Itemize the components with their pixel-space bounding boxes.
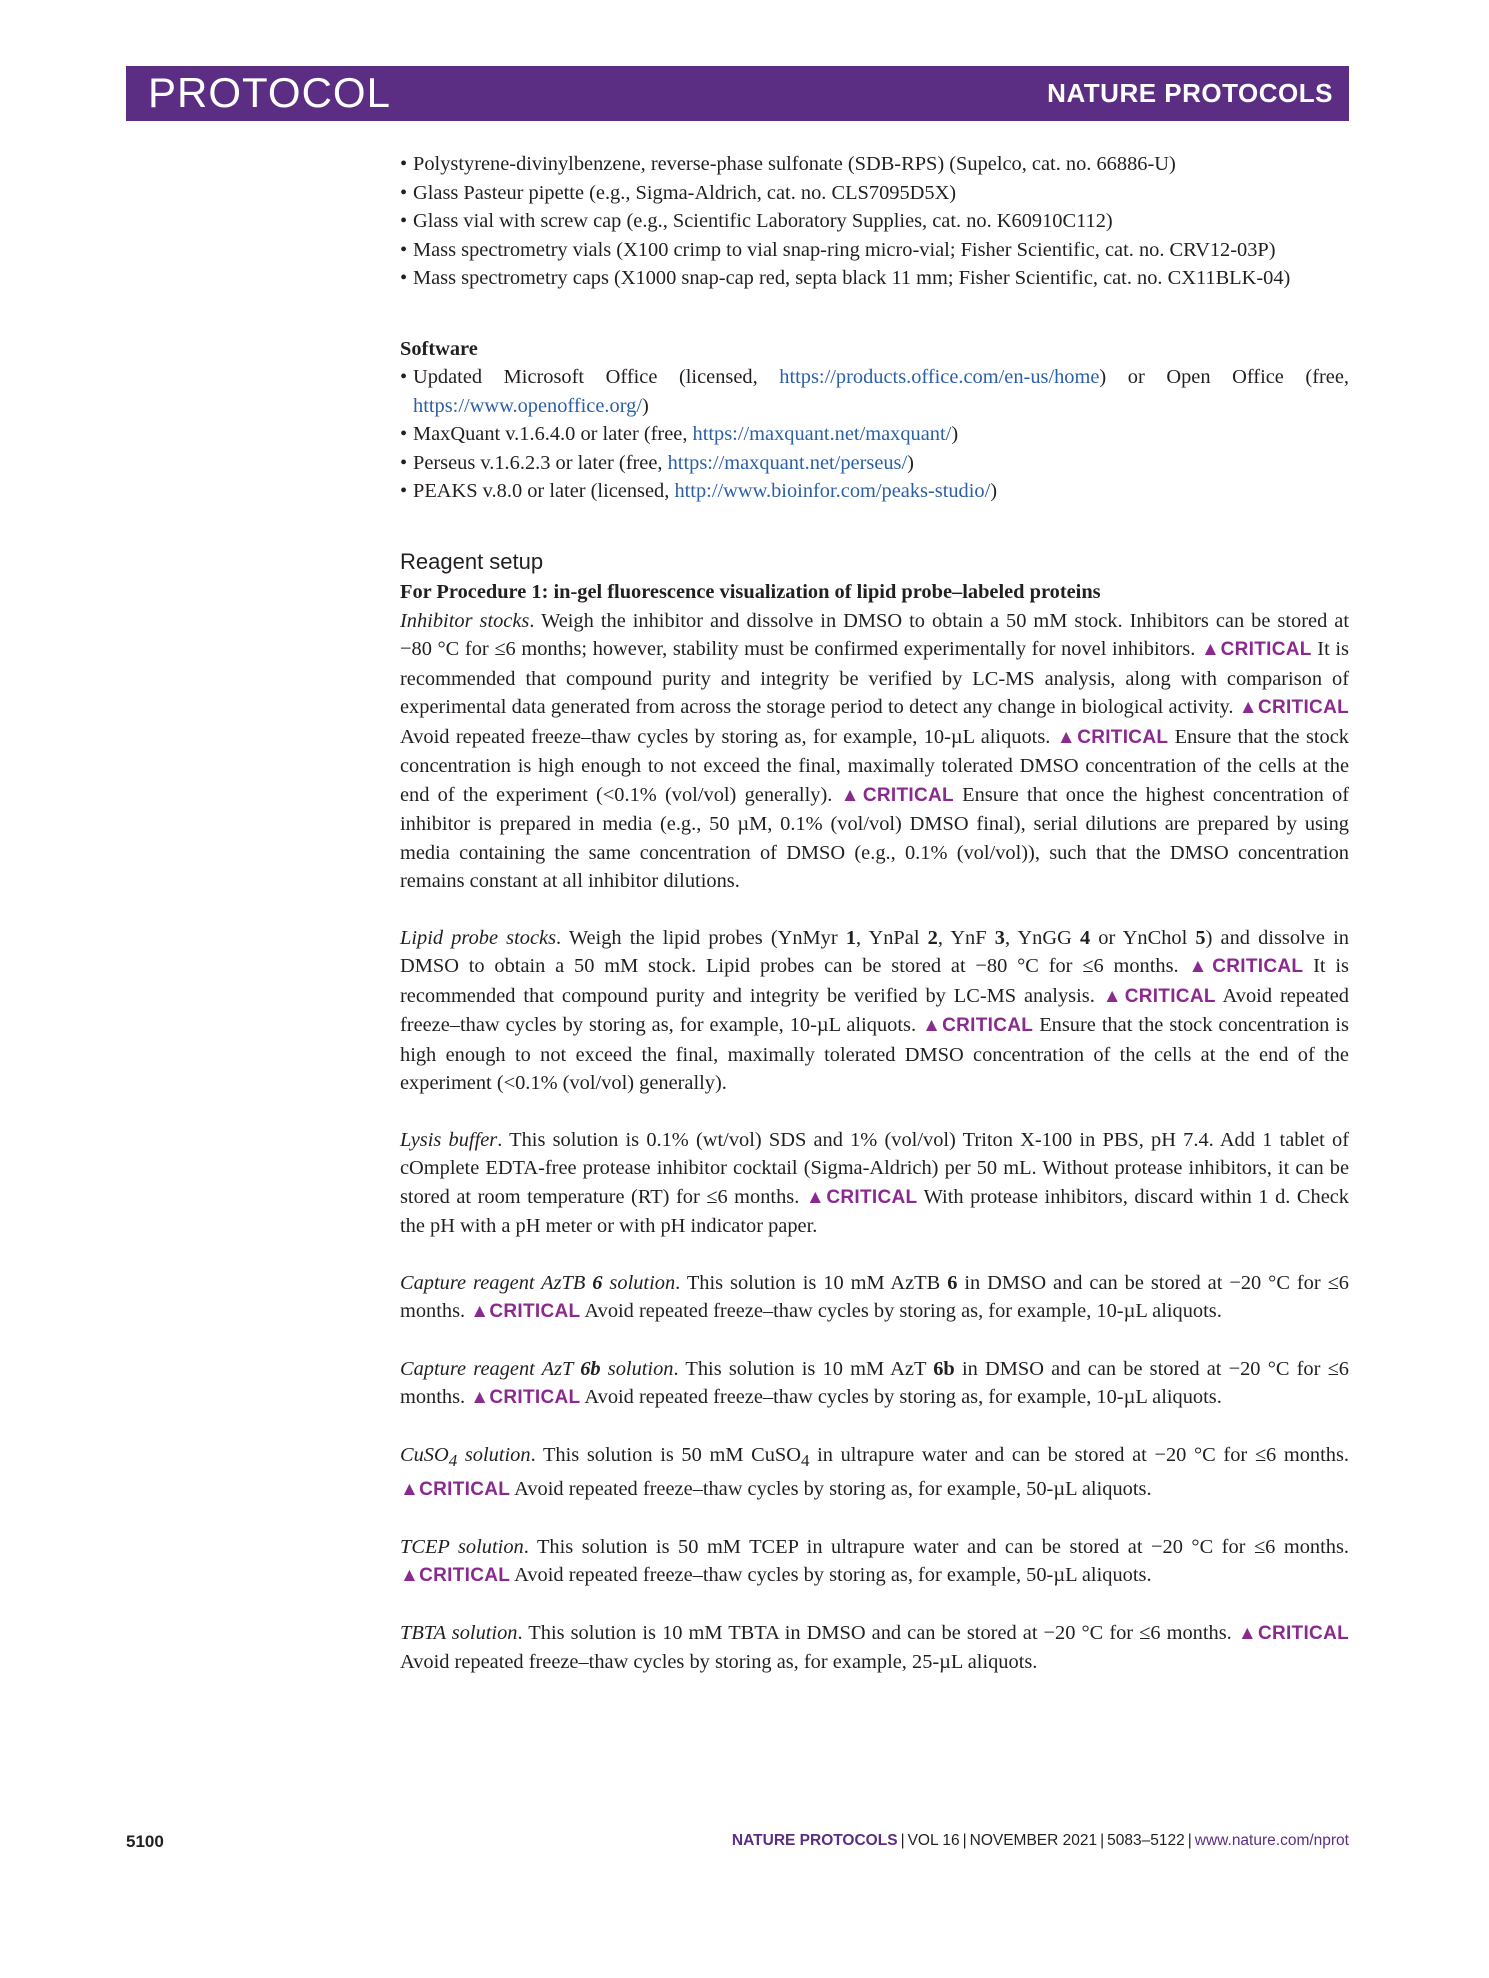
para-text: Avoid repeated freeze–thaw cycles by storing as, for example, 10-µL aliquots. [400,725,1051,748]
software-text: Updated Microsoft Office (licensed, [413,366,780,388]
critical-label: CRITICAL [419,1565,511,1587]
critical-triangle-icon: ▲ [470,1301,490,1322]
para-text: . This solution is 50 mM CuSO [530,1443,801,1466]
critical-triangle-icon: ▲ [1238,697,1258,718]
critical-badge [400,1479,510,1500]
para-text: . Weigh the inhibitor and dissolve in DMSO to obtain a 50 mM stock. Inhibitors can be stored at −80 °C for ≤6 months; however, stability must be confirmed experimentally for novel inhibitors. [400,609,1349,660]
openoffice-link[interactable]: https://www.openoffice.org/ [413,394,642,417]
peaks-link[interactable]: http://www.bioinfor.com/peaks-studio/ [674,480,991,502]
para-text: . This solution is 10 mM AzT [673,1357,934,1380]
para-text: . This solution is 10 mM AzTB [675,1271,948,1294]
software-text: ) [951,423,959,445]
footer-separator: | [1100,1832,1105,1849]
list-item: • Mass spectrometry caps (X1000 snap-cap red, septa black 11 mm; Fisher Scientific, cat. no. CX11BLK-04) [400,264,1349,293]
para-text: Avoid repeated freeze–thaw cycles by storing as, for example, 10-µL aliquots. [580,1386,1222,1408]
para-text: , YnF [937,926,995,949]
critical-triangle-icon: ▲ [1237,1622,1258,1644]
title-part: CuSO [400,1443,449,1466]
title-part: Capture reagent AzTB [400,1271,593,1294]
lipid-probe-paragraph [400,924,1349,1098]
para-text: . This solution is 0.1% (wt/vol) SDS and 1% (vol/vol) Triton X-100 in PBS, pH 7.4. Add 1 tablet of cOmplete EDTA-free protease inhibitor cocktail (Sigma-Aldrich) per 50 mL. Without protease inhibitors, it can be stored at room temperature (RT) for ≤6 months. [400,1128,1350,1208]
maxquant-link[interactable]: https://maxquant.net/maxquant/ [692,423,952,445]
list-item: • Polystyrene-divinylbenzene, reverse-phase sulfonate (SDB-RPS) (Supelco, cat. no. 66886-U) [400,150,1349,179]
para-text: in DMSO and can be stored at −20 °C for ≤6 months. [400,1357,1349,1408]
footer-separator: | [962,1832,967,1849]
critical-label: CRITICAL [489,1301,581,1322]
compound-number: 1 [845,926,857,949]
list-item: • Mass spectrometry vials (X100 crimp to vial snap-ring micro-vial; Fisher Scientific, cat. no. CRV12-03P) [400,236,1349,265]
critical-label: CRITICAL [1257,697,1349,718]
para-title [400,1358,673,1380]
page-number: 5100 [126,1832,164,1851]
critical-badge [1057,727,1168,748]
footer-journal: NATURE PROTOCOLS [731,1832,898,1849]
para-text: With protease inhibitors, discard within 1 d. Check the pH with a pH meter or with pH indicator paper. [400,1185,1349,1237]
para-text: Avoid repeated freeze–thaw cycles by storing as, for example, 25-µL aliquots. [400,1651,1038,1674]
list-item [400,449,1349,478]
equipment-list [400,150,1349,293]
critical-triangle-icon: ▲ [922,1015,943,1036]
header-bar [126,66,1349,121]
subscript: 4 [800,1450,810,1470]
critical-badge [1238,1623,1349,1644]
critical-badge [1188,956,1303,977]
perseus-link[interactable]: https://maxquant.net/perseus/ [667,451,908,474]
cuso4-paragraph [400,1441,1349,1505]
critical-badge [806,1187,918,1208]
para-title: Lysis buffer [400,1128,498,1151]
main-content [400,150,1349,1705]
para-title: TCEP solution [400,1535,524,1558]
lysis-buffer-paragraph [400,1126,1349,1241]
critical-badge [922,1015,1033,1036]
critical-label: CRITICAL [489,1387,581,1408]
inhibitor-stocks-paragraph [400,607,1349,896]
footer-separator: | [1187,1832,1192,1849]
critical-triangle-icon: ▲ [470,1387,490,1408]
software-text: Perseus v.1.6.2.3 or later (free, [413,451,668,474]
para-title: Inhibitor stocks [400,609,530,632]
critical-triangle-icon: ▲ [840,784,863,806]
critical-label: CRITICAL [1124,985,1216,1007]
list-item [400,477,1349,506]
para-text: . Weigh the lipid probes (YnMyr [556,926,846,949]
para-text: Avoid repeated freeze–thaw cycles by storing as, for example, 50-µL aliquots. [510,1564,1152,1587]
title-part: solution [457,1443,531,1466]
footer-date: NOVEMBER 2021 [969,1832,1098,1849]
para-text: in DMSO and can be stored at −20 °C for ≤6 months. [400,1271,1349,1322]
software-list [400,363,1349,506]
critical-badge [400,1565,510,1586]
critical-badge [1201,639,1312,660]
para-text: ) and dissolve in DMSO to obtain a 50 mM stock. Lipid probes can be stored at −80 °C for ≤6 months. [400,926,1349,977]
para-text: , YnGG [1004,926,1080,949]
critical-triangle-icon: ▲ [1056,726,1078,748]
title-part: solution [602,1271,676,1294]
critical-label: CRITICAL [1212,956,1304,977]
para-text: It is recommended that compound purity and integrity be verified by LC-MS analysis, along with comparison of experimental data generated from across the storage period to detect any change in biological activity. [400,638,1349,718]
para-text: or YnChol [1090,926,1196,949]
footer-separator: | [900,1832,905,1849]
compound-number: 6 [947,1271,958,1294]
footer-citation [732,1832,1349,1850]
software-text: ) [907,451,914,474]
software-text: ) [642,394,649,417]
para-text: . This solution is 50 mM TCEP in ultrapure water and can be stored at −20 °C for ≤6 months. [523,1535,1350,1558]
software-text: MaxQuant v.1.6.4.0 or later (free, [413,423,693,445]
tcep-paragraph [400,1533,1349,1591]
header-journal-label: NATURE PROTOCOLS [1047,78,1333,108]
office-link[interactable]: https://products.office.com/en-us/home [779,366,1100,388]
compound-number: 6b [580,1357,601,1380]
critical-label: CRITICAL [942,1015,1034,1036]
para-text: Ensure that the stock concentration is high enough to not exceed the final, maximally tolerated DMSO concentration of the cells at the end of the experiment (<0.1% (vol/vol) generally). [400,725,1349,806]
critical-triangle-icon: ▲ [1188,956,1213,977]
list-item: • Glass Pasteur pipette (e.g., Sigma-Aldrich, cat. no. CLS7095D5X) [400,179,1349,208]
software-text: PEAKS v.8.0 or later (licensed, [413,480,675,502]
compound-number: 6b [933,1357,955,1380]
para-text: It is recommended that compound purity and integrity be verified by LC-MS analysis. [400,955,1349,1007]
procedure-subheading: For Procedure 1: in-gel fluorescence visualization of lipid probe–labeled proteins [400,581,1101,603]
para-title: TBTA solution [400,1621,518,1644]
azt-paragraph [400,1355,1349,1413]
critical-triangle-icon: ▲ [400,1565,420,1587]
critical-triangle-icon: ▲ [400,1479,420,1501]
critical-triangle-icon: ▲ [805,1186,827,1208]
aztb-paragraph [400,1269,1349,1327]
footer-url-link[interactable]: www.nature.com/nprot [1194,1832,1349,1849]
software-text: ) or Open Office (free, [1099,366,1349,388]
critical-triangle-icon: ▲ [1200,639,1221,660]
critical-label: CRITICAL [826,1186,918,1208]
compound-number: 2 [927,926,938,949]
critical-badge [1103,986,1216,1007]
para-text: Avoid repeated freeze–thaw cycles by storing as, for example, 50-µL aliquots. [510,1478,1152,1501]
software-text: ) [990,480,998,502]
critical-label: CRITICAL [419,1479,511,1501]
para-text: Ensure that once the highest concentration of inhibitor is prepared in media (e.g., 50 µM, 0.1% (vol/vol) DMSO final), serial dilutions are prepared by using media containing the same concentration of DMSO (e.g., 0.1% (vol/vol)), such that the DMSO concentration remains constant at all inhibitor dilutions. [400,783,1350,892]
para-text: , YnPal [856,926,928,949]
para-title [400,1443,531,1470]
compound-number: 6 [592,1271,603,1294]
list-item [400,363,1349,420]
reagent-setup-heading: Reagent setup [400,548,544,574]
para-text: . This solution is 10 mM TBTA in DMSO and can be stored at −20 °C for ≤6 months. [517,1621,1232,1644]
title-part: solution [600,1357,674,1380]
compound-number: 4 [1079,926,1091,949]
compound-number: 5 [1195,926,1206,949]
critical-badge [470,1301,580,1322]
critical-label: CRITICAL [1257,1622,1349,1644]
list-item: • Glass vial with screw cap (e.g., Scientific Laboratory Supplies, cat. no. K60910C112) [400,207,1349,236]
para-title [400,1272,675,1294]
para-text: Avoid repeated freeze–thaw cycles by storing as, for example, 10-µL aliquots. [580,1300,1222,1322]
software-heading: Software [400,337,478,360]
footer-pages: 5083–5122 [1107,1832,1185,1849]
tbta-paragraph [400,1619,1349,1677]
title-part: Capture reagent AzT [400,1357,581,1380]
para-text: Avoid repeated freeze–thaw cycles by storing as, for example, 10-µL aliquots. [400,984,1349,1036]
critical-badge [841,785,954,806]
list-item [400,420,1349,449]
header-protocol-label: PROTOCOL [148,69,391,116]
para-text: in ultrapure water and can be stored at −20 °C for ≤6 months. [809,1443,1349,1466]
compound-number: 3 [994,926,1005,949]
critical-label: CRITICAL [1077,726,1169,748]
para-text: Ensure that the stock concentration is high enough to not exceed the final, maximally tolerated DMSO concentration of the cells at the end of the experiment (<0.1% (vol/vol) generally). [400,1014,1349,1094]
critical-triangle-icon: ▲ [1102,985,1125,1007]
critical-label: CRITICAL [1220,639,1312,660]
footer-volume: VOL 16 [907,1832,960,1849]
critical-label: CRITICAL [862,784,954,806]
subscript: 4 [448,1450,458,1470]
para-title: Lipid probe stocks [400,926,556,949]
critical-badge [1239,697,1349,718]
critical-badge [470,1387,580,1408]
